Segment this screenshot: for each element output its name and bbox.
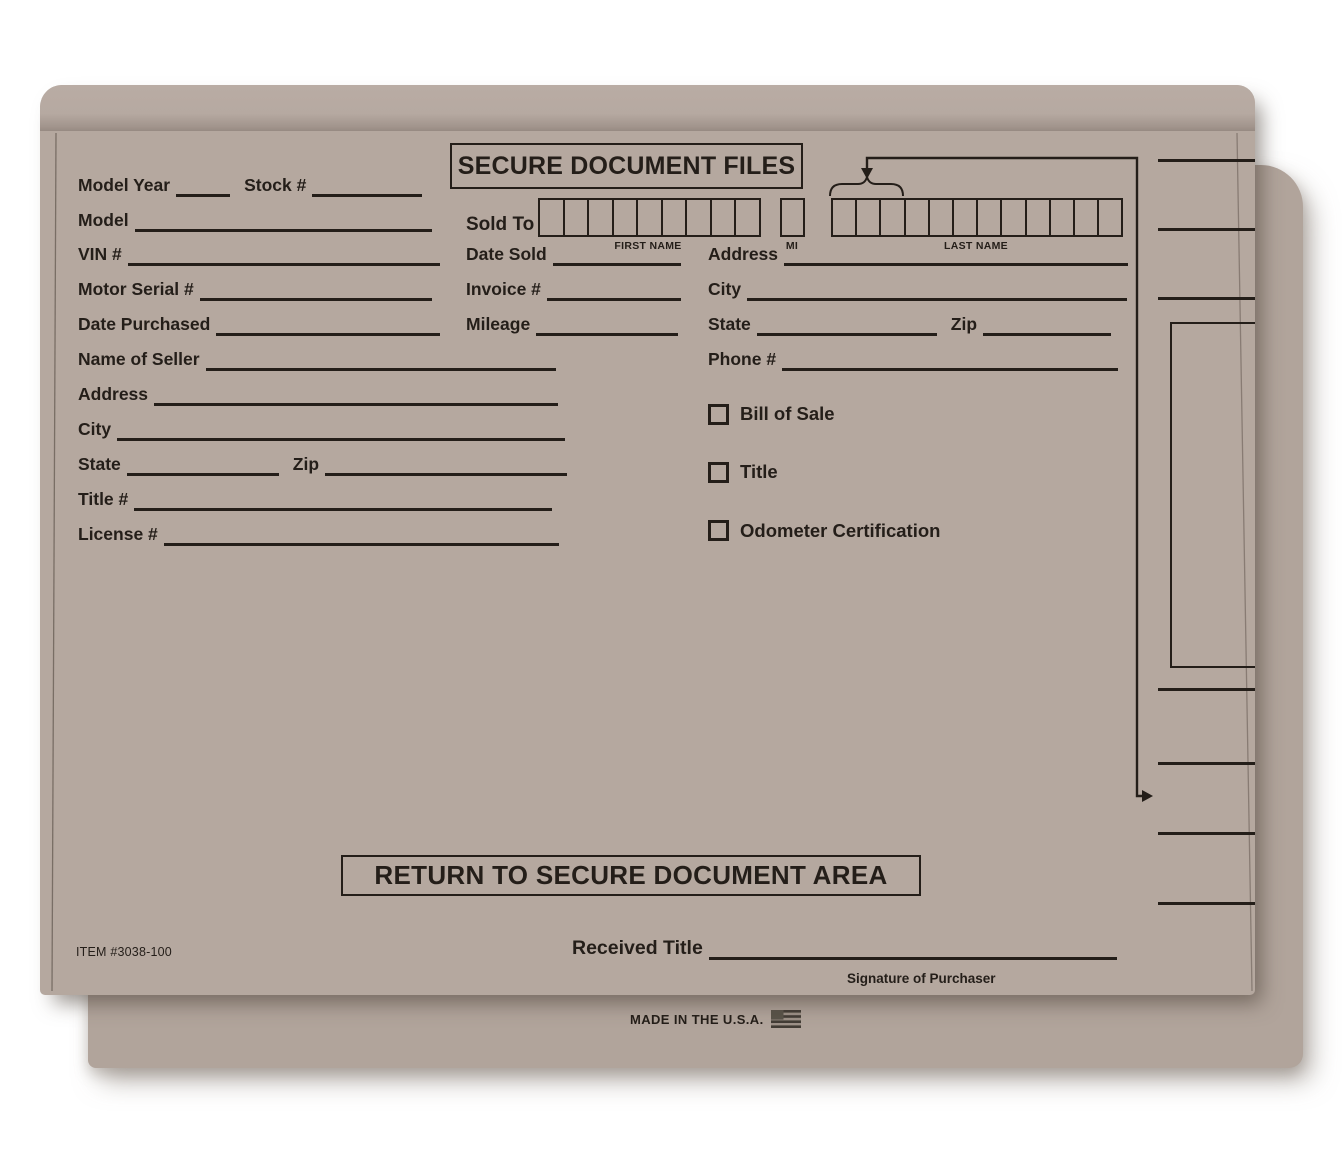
seller-zip-label: Zip: [292, 454, 320, 474]
envelope-flap: [40, 85, 1255, 131]
odometer-certification-checkbox: [708, 520, 729, 541]
side-tab-rule-line: [1158, 902, 1255, 905]
model-label: Model: [78, 210, 129, 230]
mileage-label: Mileage: [466, 314, 531, 334]
stock-no-label: Stock #: [244, 175, 307, 195]
phone-line: [782, 351, 1118, 371]
field-row-phone: [708, 348, 1118, 371]
name-box-cell: [1097, 198, 1123, 237]
header-title: SECURE DOCUMENT FILES: [457, 151, 796, 180]
side-tab-rule-line: [1158, 762, 1255, 765]
name-box-cell: [636, 198, 663, 237]
seller-address-line: [154, 386, 558, 406]
side-tab-rule-line: [1158, 297, 1255, 300]
license-no-label: License #: [78, 524, 158, 544]
name-box-cell: [710, 198, 737, 237]
return-notice-box: [341, 855, 921, 896]
model-line: [135, 212, 432, 232]
field-row-model: [78, 209, 432, 232]
field-row-seller-address: [78, 383, 558, 406]
last-name-brace-icon: [830, 177, 903, 196]
model-year-line: [176, 177, 230, 197]
buyer-state-label: State: [708, 314, 751, 334]
buyer-address-label: Address: [708, 244, 779, 264]
buyer-address-line: [784, 246, 1128, 266]
first-name-box-grid: [538, 198, 761, 237]
left-fold-crease: [52, 133, 56, 991]
mileage-line: [536, 316, 678, 336]
buyer-zip-line: [983, 316, 1111, 336]
front-envelope: [40, 85, 1255, 995]
stock-no-line: [312, 177, 422, 197]
field-row-title-no: [78, 488, 552, 511]
mi-caption: MI: [785, 240, 799, 252]
phone-label: Phone #: [708, 349, 777, 369]
received-title-label: Received Title: [572, 937, 703, 959]
middle-initial-box: [780, 198, 805, 237]
name-box-cell: [685, 198, 712, 237]
received-title-row: [572, 932, 1117, 960]
title-no-line: [134, 491, 552, 511]
buyer-state-line: [757, 316, 937, 336]
name-box-cell: [855, 198, 881, 237]
item-number: ITEM #3038-100: [76, 945, 172, 959]
name-box-cell: [1025, 198, 1051, 237]
return-notice-text: RETURN TO SECURE DOCUMENT AREA: [374, 860, 888, 890]
seller-city-line: [117, 421, 565, 441]
field-row-vin: [78, 243, 440, 266]
name-box-cell: [563, 198, 590, 237]
date-purchased-label: Date Purchased: [78, 314, 211, 334]
field-row-motor-serial: [78, 278, 432, 301]
motor-serial-label: Motor Serial #: [78, 279, 194, 299]
buyer-city-line: [747, 281, 1127, 301]
seller-state-label: State: [78, 454, 121, 474]
field-row-invoice: [466, 278, 681, 301]
side-tab-rule-line: [1158, 228, 1255, 231]
name-box-cell: [612, 198, 639, 237]
name-of-seller-line: [206, 351, 556, 371]
name-box-cell: [1049, 198, 1075, 237]
name-box-cell: [1073, 198, 1099, 237]
field-row-license-no: [78, 523, 559, 546]
odometer-certification-label: Odometer Certification: [740, 520, 941, 541]
first-name-caption: FIRST NAME: [614, 240, 682, 252]
field-row-mileage: [466, 313, 678, 336]
field-row-seller-city: [78, 418, 565, 441]
field-row-name-of-seller: [78, 348, 556, 371]
seller-zip-line: [325, 456, 567, 476]
motor-serial-line: [200, 281, 432, 301]
seller-state-line: [127, 456, 279, 476]
side-tab-rule-line: [1158, 688, 1255, 691]
name-box-cell: [538, 198, 565, 237]
name-box-cell: [661, 198, 688, 237]
signature-of-purchaser-caption: Signature of Purchaser: [847, 971, 996, 986]
name-of-seller-label: Name of Seller: [78, 349, 200, 369]
seller-address-label: Address: [78, 384, 149, 404]
field-row-date-purchased: [78, 313, 440, 336]
vin-line: [128, 246, 440, 266]
side-tab-rule-line: [1158, 832, 1255, 835]
field-row-buyer-state-zip: [708, 313, 1111, 336]
field-row-seller-state-zip: [78, 453, 567, 476]
us-flag-icon: [771, 1010, 801, 1028]
header-title-box: [450, 143, 803, 189]
name-box-cell: [952, 198, 978, 237]
last-name-caption: LAST NAME: [944, 240, 1008, 252]
vin-label: VIN #: [78, 244, 122, 264]
name-box-cell: [879, 198, 905, 237]
buyer-city-label: City: [708, 279, 742, 299]
name-box-cell: [780, 198, 805, 237]
model-year-label: Model Year: [78, 175, 171, 195]
license-no-line: [164, 526, 559, 546]
made-in-usa-label: MADE IN THE U.S.A.: [630, 1011, 764, 1027]
field-row-modelyear-stock: [78, 174, 422, 197]
name-box-cell: [976, 198, 1002, 237]
field-row-date-sold: [466, 243, 681, 266]
side-tab-box: [1170, 322, 1255, 668]
arrow-head-down: [861, 168, 873, 179]
arrow-head-right: [1142, 790, 1153, 802]
name-box-cell: [904, 198, 930, 237]
last-name-box-grid: [831, 198, 1123, 237]
name-box-cell: [928, 198, 954, 237]
sold-to-label: Sold To: [466, 214, 535, 235]
name-box-cell: [1000, 198, 1026, 237]
field-row-buyer-address: [708, 243, 1128, 266]
field-row-buyer-city: [708, 278, 1127, 301]
title-no-label: Title #: [78, 489, 129, 509]
date-sold-line: [553, 246, 681, 266]
bill-of-sale-label: Bill of Sale: [740, 403, 835, 424]
bill-of-sale-checkbox: [708, 404, 729, 425]
date-sold-label: Date Sold: [466, 244, 547, 264]
name-box-cell: [831, 198, 857, 237]
buyer-zip-label: Zip: [950, 314, 978, 334]
invoice-no-line: [547, 281, 681, 301]
title-checkbox: [708, 462, 729, 483]
made-in-usa-row: [630, 1010, 801, 1028]
name-box-cell: [734, 198, 761, 237]
date-purchased-line: [216, 316, 440, 336]
side-tab-rule-line: [1158, 159, 1255, 162]
seller-city-label: City: [78, 419, 112, 439]
invoice-no-label: Invoice #: [466, 279, 541, 299]
received-title-line: [709, 935, 1117, 960]
title-checkbox-label: Title: [740, 461, 778, 482]
name-box-cell: [587, 198, 614, 237]
